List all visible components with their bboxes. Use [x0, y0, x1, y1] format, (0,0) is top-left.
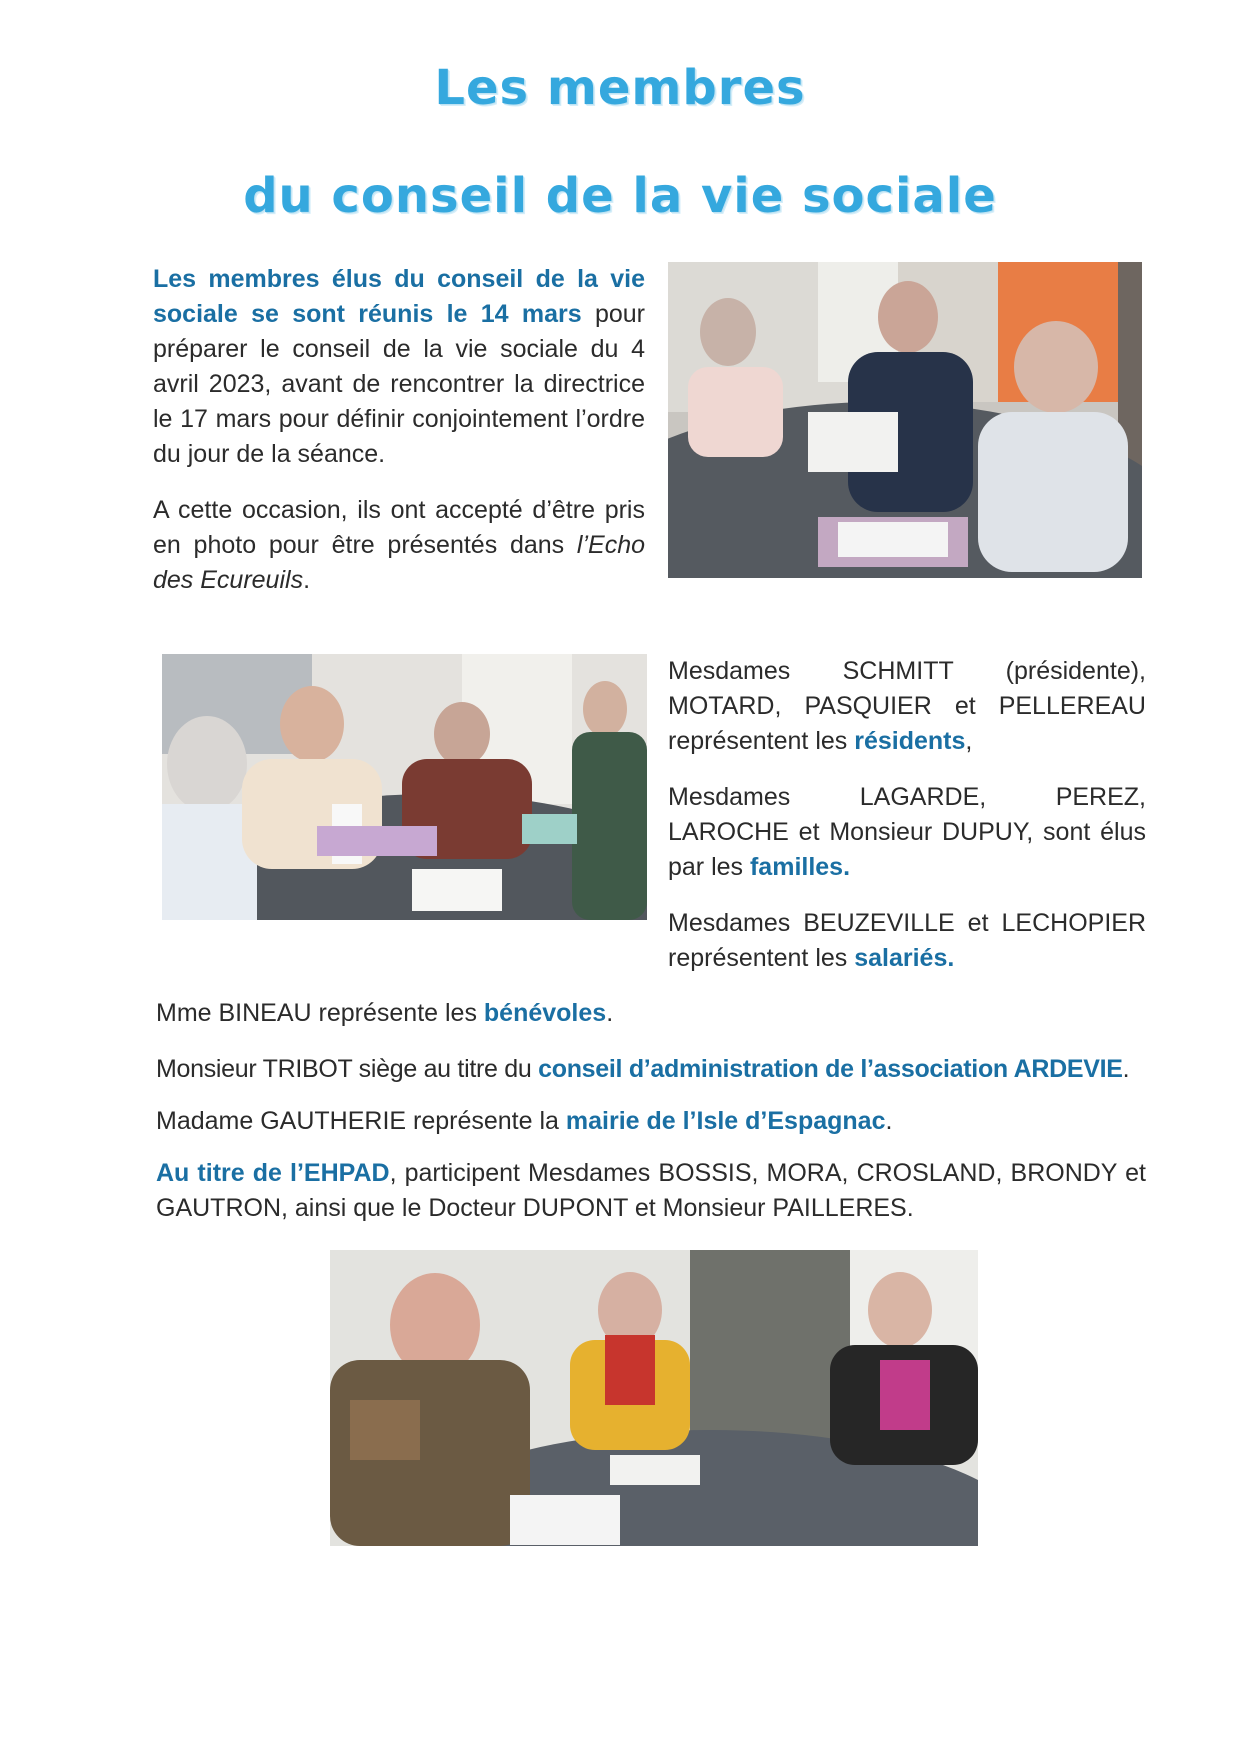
benevoles-paragraph [156, 996, 1146, 1031]
tribot-text: Monsieur TRIBOT siège au titre du [156, 1055, 539, 1083]
ehpad-paragraph [156, 1156, 1146, 1226]
residents-end: , [965, 727, 973, 755]
ehpad-text: , participent Mesdames BOSSIS, MORA, CROSLAND, BRONDY et GAUTRON, ainsi que le Docteur DUPONT et Monsieur PAILLERES. [156, 1159, 1146, 1222]
intro-paragraph-1 [153, 262, 645, 472]
residents-paragraph [668, 654, 1146, 759]
gautherie-paragraph [156, 1104, 1146, 1139]
ehpad-highlight: Au titre de l’EHPAD [156, 1159, 390, 1187]
intro-paragraph-2 [153, 493, 645, 598]
familles-highlight: familles. [749, 853, 851, 881]
journal-name: l’Echo des Ecureuils [153, 531, 645, 594]
benevoles-highlight: bénévoles [483, 999, 607, 1027]
intro-p2-end: . [303, 566, 311, 594]
salaries-paragraph [668, 906, 1146, 976]
familles-text: Mesdames LAGARDE, PEREZ, LAROCHE et Monsieur DUPUY, sont élus par les [668, 783, 1146, 881]
benevoles-text: Mme BINEAU représente les [156, 999, 484, 1027]
salaries-text: Mesdames BEUZEVILLE et LECHOPIER représentent les [668, 909, 1146, 972]
intro-highlight: Les membres élus du conseil de la vie sociale se sont réunis le 14 mars [153, 265, 645, 328]
tribot-highlight: conseil d’administration de l’association ARDEVIE [538, 1055, 1123, 1083]
tribot-end: . [1122, 1055, 1130, 1083]
page-title-line-2: du conseil de la vie sociale [243, 168, 997, 224]
gautherie-highlight: mairie de l’Isle d’Espagnac [565, 1107, 886, 1135]
familles-paragraph [668, 780, 1146, 885]
intro-p2-text: A cette occasion, ils ont accepté d’être pris en photo pour être présentés dans [153, 496, 645, 559]
members-section [668, 654, 1146, 976]
page-title-line-1: Les membres [434, 60, 806, 116]
benevoles-end: . [606, 999, 614, 1027]
photo-members-meeting-2 [162, 654, 647, 920]
residents-text: Mesdames SCHMITT (présidente), MOTARD, PASQUIER et PELLEREAU représentent les [668, 657, 1146, 755]
photo-members-meeting-3 [330, 1250, 978, 1546]
gautherie-end: . [885, 1107, 893, 1135]
tribot-paragraph [156, 1052, 1156, 1087]
intro-section [153, 262, 645, 598]
gautherie-text: Madame GAUTHERIE représente la [156, 1107, 566, 1135]
intro-text: pour préparer le conseil de la vie sociale du 4 avril 2023, avant de rencontrer la directrice le 17 mars pour définir conjointement l’ordre du jour de la séance. [153, 300, 646, 468]
residents-highlight: résidents [854, 727, 966, 755]
salaries-highlight: salariés. [854, 944, 955, 972]
photo-members-meeting-1 [668, 262, 1142, 578]
